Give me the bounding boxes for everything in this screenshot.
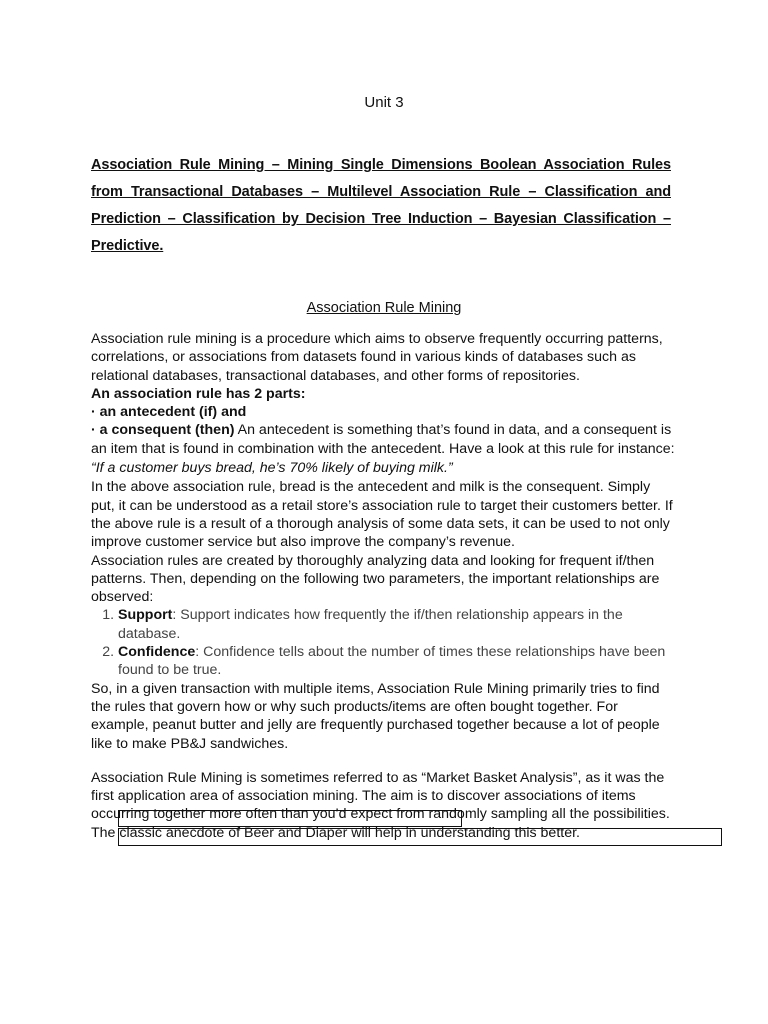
creation-paragraph: Association rules are created by thoroughly analyzing data and looking for frequent if/then patterns. Then, depending on the following two parameters, the important relationships are observed:: [91, 552, 660, 606]
part-consequent-text: An antecedent is something that’s found in data, and a consequent is an item that is found in combination with the antecedent. Have a look at this rule for instance:: [91, 422, 675, 457]
part-consequent-term: · a consequent (then): [91, 422, 235, 439]
part-antecedent: · an antecedent (if) and: [91, 404, 247, 421]
parameter-list: [91, 606, 676, 679]
part-consequent: [91, 421, 676, 458]
paragraph-gap: [91, 753, 676, 769]
parameter-text: : Support indicates how frequently the if/then relationship appears in the database.: [118, 607, 623, 642]
transaction-paragraph: So, in a given transaction with multiple items, Association Rule Mining primarily tries to find the rules that govern how or why such products/items are often bought together. For example, peanut butter and jelly are frequently purchased together because a lot of people like to make PB&J sandwiches.: [91, 680, 660, 752]
unit-title: Unit 3: [364, 94, 404, 111]
market-basket-paragraph: Association Rule Mining is sometimes referred to as “Market Basket Analysis”, as it was the first application area of association mining. The aim is to discover associations of items occurring together more often than you’d expect from randomly sampling all the possibilities. The classic anecdote of Beer and Diaper will help in understanding this better.: [91, 769, 670, 841]
explanation-paragraph: In the above association rule, bread is the antecedent and milk is the consequent. Simply put, it can be understood as a retail store’s association rule to target their customers better. If the above rule is a result of a thorough analysis of some data sets, it can be used to not only improve customer service but also improve the company’s revenue.: [91, 479, 673, 551]
section-heading: Association Rule Mining: [306, 300, 462, 316]
highlight-box-top: [118, 810, 462, 827]
body-text: [91, 330, 676, 842]
parameter-text: : Confidence tells about the number of times these relationships have been found to be true.: [118, 644, 666, 679]
intro-paragraph: Association rule mining is a procedure which aims to observe frequently occurring patterns, correlations, or associations from datasets found in various kinds of databases such as relational databases, transactional databases, and other forms of repositories.: [91, 331, 663, 384]
highlight-box-bottom: [118, 828, 722, 846]
list-item: [118, 643, 676, 680]
example-quote: “If a customer buys bread, he’s 70% likely of buying milk.”: [91, 460, 453, 477]
parameter-term: Confidence: [118, 644, 196, 661]
parameter-term: Support: [118, 607, 173, 624]
parts-heading: An association rule has 2 parts:: [91, 385, 306, 402]
syllabus-topics: Association Rule Mining – Mining Single Dimensions Boolean Association Rules from Transactional Databases – Multilevel Association Rule – Classification and Prediction – Classification by Decision Tree Induction – Bayesian Classification – Predictive.: [91, 157, 671, 254]
list-item: [118, 606, 676, 643]
